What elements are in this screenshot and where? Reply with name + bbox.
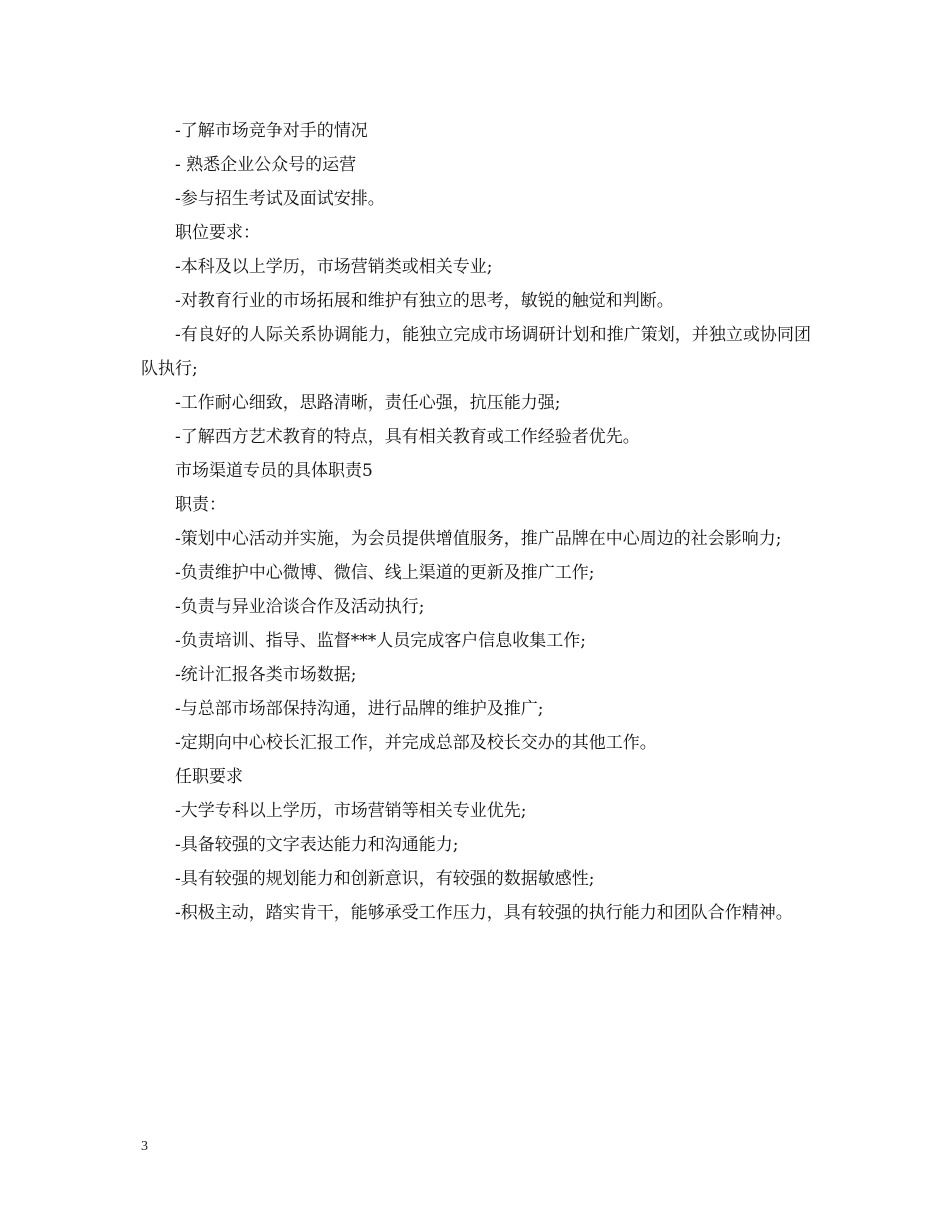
page-number: 3 xyxy=(141,1139,148,1154)
paragraph: -统计汇报各类市场数据; xyxy=(175,665,357,685)
paragraph: -了解市场竞争对手的情况 xyxy=(175,121,368,141)
paragraph: -负责与异业洽谈合作及活动执行; xyxy=(175,597,425,617)
paragraph: -定期向中心校长汇报工作，并完成总部及校长交办的其他工作。 xyxy=(175,733,657,753)
paragraph: -工作耐心细致，思路清晰，责任心强，抗压能力强; xyxy=(175,393,561,413)
paragraph: -对教育行业的市场拓展和维护有独立的思考，敏锐的触觉和判断。 xyxy=(175,291,674,311)
paragraph: -与总部市场部保持沟通，进行品牌的维护及推广; xyxy=(175,699,544,719)
paragraph: -具有较强的规划能力和创新意识，有较强的数据敏感性; xyxy=(175,869,595,889)
paragraph: -有良好的人际关系协调能力，能独立完成市场调研计划和推广策划，并独立或协同团队执行; xyxy=(141,325,811,379)
paragraph: -负责培训、指导、监督***人员完成客户信息收集工作; xyxy=(175,631,586,651)
paragraph: -大学专科以上学历，市场营销等相关专业优先; xyxy=(175,801,527,821)
paragraph: -了解西方艺术教育的特点，具有相关教育或工作经验者优先。 xyxy=(175,427,640,447)
paragraph: -积极主动，踏实肯干，能够承受工作压力，具有较强的执行能力和团队合作精神。 xyxy=(175,903,793,923)
section-heading: 任职要求 xyxy=(175,767,243,787)
section-heading: 职责： xyxy=(175,495,226,515)
paragraph: - 熟悉企业公众号的运营 xyxy=(175,155,357,175)
paragraph: -具备较强的文字表达能力和沟通能力; xyxy=(175,835,459,855)
document-body xyxy=(141,114,811,930)
paragraph: -负责维护中心微博、微信、线上渠道的更新及推广工作; xyxy=(175,563,595,583)
paragraph: -本科及以上学历，市场营销类或相关专业; xyxy=(175,257,493,277)
section-heading: 职位要求： xyxy=(175,223,260,243)
paragraph: -策划中心活动并实施，为会员提供增值服务，推广品牌在中心周边的社会影响力; xyxy=(175,529,782,549)
paragraph: -参与招生考试及面试安排。 xyxy=(175,189,385,209)
section-title: 市场渠道专员的具体职责5 xyxy=(175,461,373,481)
